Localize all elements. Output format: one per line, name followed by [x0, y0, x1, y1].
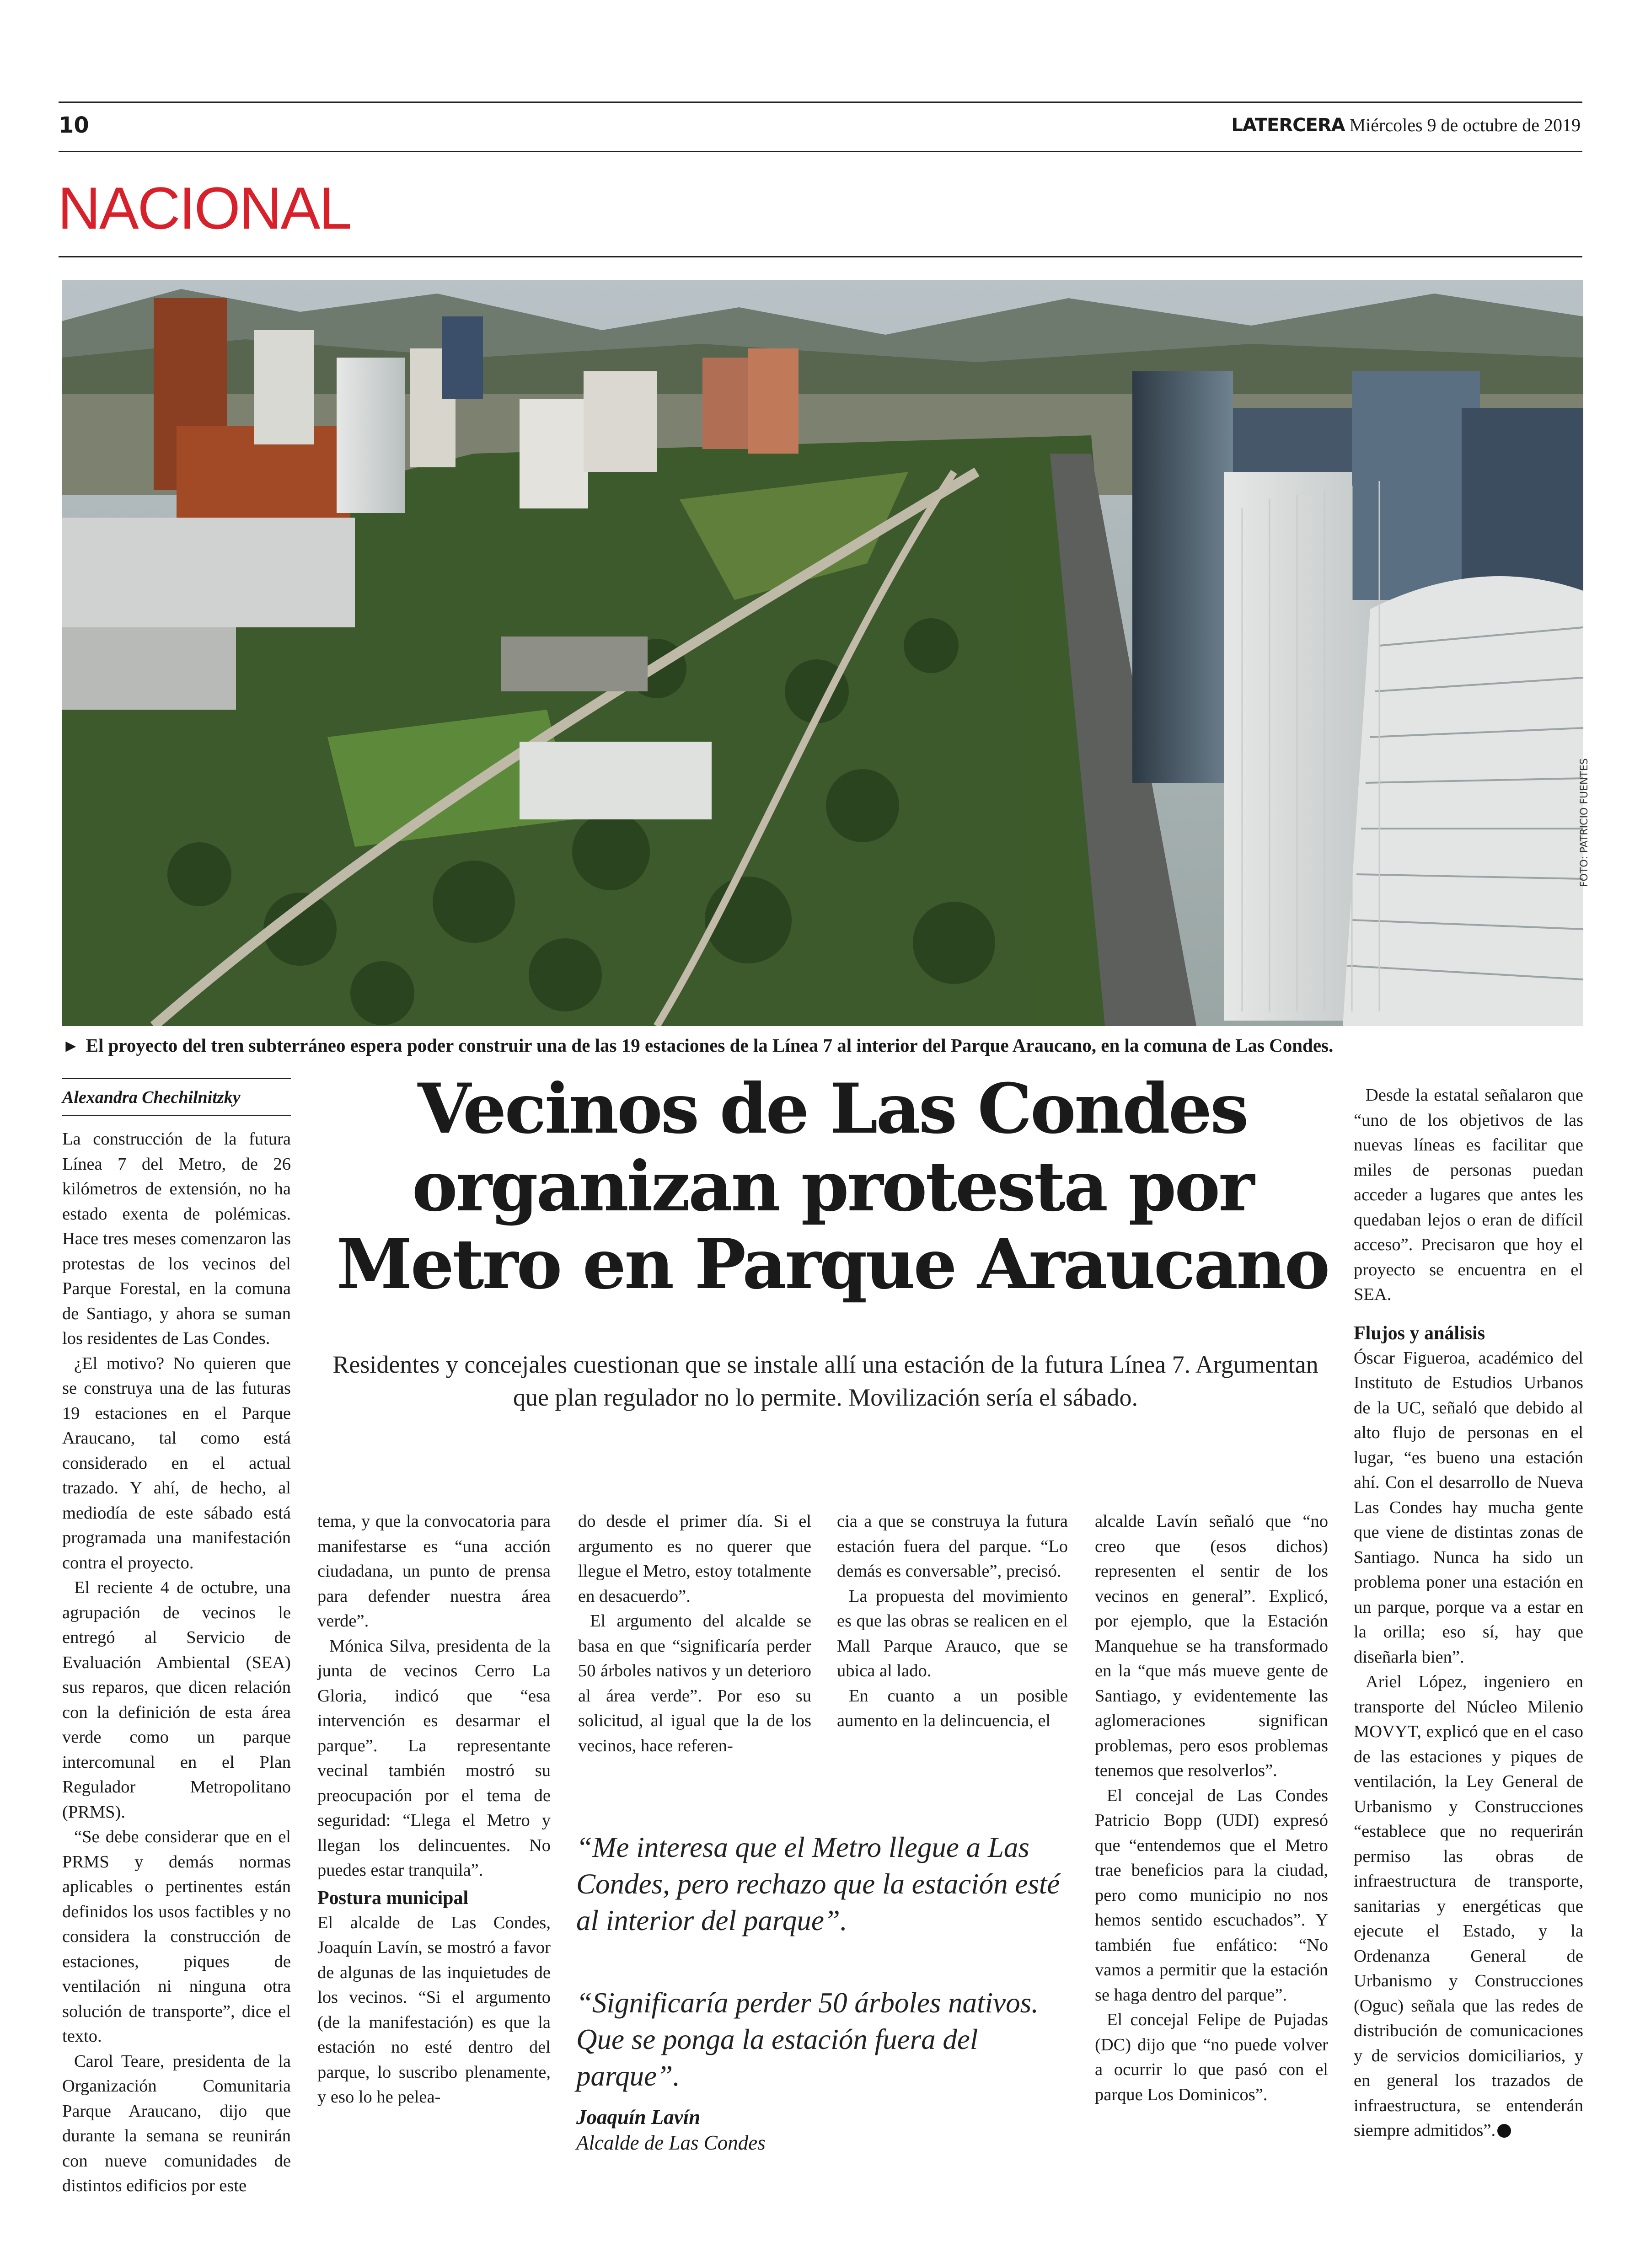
photo-caption: [62, 1034, 1333, 1056]
headline-line: Vecinos de Las Condes: [418, 1069, 1247, 1149]
quote-attribution: [576, 2104, 1075, 2156]
paragraph: Mónica Silva, presidenta de la junta de vecinos Cerro La Gloria, indicó que “esa intervención es desarmar el parque”. La representante vecinal también mostró su preocupación por el tema de seguridad: “Llega el Metro y llegan los delincuentes. No puedes estar tranquila”.: [317, 1636, 551, 1880]
paragraph: El alcalde de Las Condes, Joaquín Lavín, se mostró a favor de algunas de las inquietudes de los vecinos. “Si el argumento (de la manifestación) es que la estación no esté dentro del parque, lo suscribo plenamente, y eso lo he pelea-: [317, 1913, 551, 2107]
section-title: NACIONAL: [58, 175, 351, 241]
byline: Alexandra Chechilnitzky: [62, 1088, 241, 1107]
photo-illustration: [62, 280, 1583, 1026]
issue-date: Miércoles 9 de octubre de 2019: [1349, 115, 1581, 135]
column-3: [578, 1509, 811, 1758]
paragraph: ¿El motivo? No quieren que se construya una de las futuras 19 estaciones en el Parque Araucano, tal como está considerado en el actual trazado. Y ahí, de hecho, al mediodía de este sábado está programada una manifestación contra el proyecto.: [62, 1353, 291, 1573]
paragraph: alcalde Lavín señaló que “no creo que (esos dichos) representen el sentir de los vecinos en general”. Explicó, por ejemplo, que la Estación Manquehue se ha transformado en la “que más mueve gente de Santiago, y evidentemente las aglomeraciones significan problemas, pero esos problemas tenemos que resolverlos”.: [1095, 1512, 1328, 1780]
caption-arrow-icon: ►: [62, 1037, 80, 1056]
paragraph: La propuesta del movimiento es que las obras se realicen en el Mall Parque Arauco, que se ubica al lado.: [837, 1586, 1068, 1680]
paragraph: La construcción de la futura Línea 7 del Metro, de 26 kilómetros de extensión, no ha estado exenta de polémicas. Hace tres meses comenzaron las protestas de los vecinos del Parque Forestal, en la comuna de Santiago, y ahora se suman los residentes de Las Condes.: [62, 1129, 291, 1348]
headline: [311, 1070, 1354, 1303]
pull-quote-2: “Significaría perder 50 árboles nativos. Que se ponga la estación fuera del parque”.: [576, 1987, 1039, 2092]
paragraph: El argumento del alcalde se basa en que “significaría perder 50 árboles nativos y un deterioro al área verde”. Por eso su solicitud, al igual que la de los vecinos, hace referen-: [578, 1611, 811, 1755]
quote-author-title: Alcalde de Las Condes: [576, 2131, 766, 2154]
column-2: [317, 1509, 551, 2110]
subhead-postura-municipal: Postura municipal: [317, 1887, 469, 1909]
masthead: [1231, 114, 1581, 136]
column-6: [1354, 1083, 1583, 2143]
column-1: [62, 1127, 291, 2198]
subhead-flujos-y-analisis: Flujos y análisis: [1354, 1322, 1485, 1344]
header-rule: [59, 151, 1582, 152]
end-of-article-icon: [1497, 2124, 1511, 2138]
paragraph-text: Ariel López, ingeniero en transporte del Núcleo Milenio MOVYT, explicó que en el caso de las estaciones y piques de ventilación, la Ley General de Urbanismo y Construcciones “establece que no requerirán permiso las obras de infraestructura de transporte, sanitarias y energéticas que ejecute el Estado, y la Ordenanza General de Urbanismo y Construcciones (Oguc) señala que las redes de distribución de comunicaciones y de servicios domiciliarios, y en general los trazados de infraestructura, se entenderán siempre admitidos”.: [1354, 1672, 1583, 2140]
column-5: [1095, 1509, 1328, 2107]
paragraph: El concejal de Las Condes Patricio Bopp (UDI) expresó que “entendemos que el Metro trae beneficios para la ciudad, pero como municipio no nos hemos sentido escuchados”. Y también fue enfático: “No vamos a permitir que la estación se haga dentro del parque”.: [1095, 1786, 1328, 2005]
paragraph: cia a que se construya la futura estación fuera del parque. “Lo demás es conversable”, precisó.: [837, 1512, 1068, 1581]
paragraph: [1354, 1669, 1583, 2143]
paragraph: Desde la estatal señalaron que “uno de los objetivos de las nuevas líneas es facilitar que miles de personas puedan acceder a lugares que antes les quedaban lejos o eran de difícil acceso”. Precisaron que hoy el proyecto se encuentra en el SEA.: [1354, 1086, 1583, 1304]
section-rule: [59, 256, 1582, 257]
column-4: [837, 1509, 1068, 1733]
byline-rule-top: [62, 1078, 291, 1079]
photo-credit: FOTO: PATRICIO FUENTES: [1579, 758, 1590, 887]
paragraph: En cuanto a un posible aumento en la delincuencia, el: [837, 1686, 1068, 1730]
paragraph: El concejal Felipe de Pujadas (DC) dijo que “no puede volver a ocurrir lo que pasó con el parque Los Dominicos”.: [1095, 2010, 1328, 2104]
paragraph: tema, y que la convocatoria para manifestarse es “una acción ciudadana, un punto de prensa para defender nuestra área verde”.: [317, 1512, 551, 1631]
page-number: 10: [59, 112, 89, 138]
caption-text: El proyecto del tren subterráneo espera poder construir una de las 19 estaciones de la Línea 7 al interior del Parque Araucano, en la comuna de Las Condes.: [86, 1035, 1334, 1056]
headline-line: organizan protesta por: [412, 1146, 1253, 1227]
paragraph: Óscar Figueroa, académico del Instituto de Estudios Urbanos de la UC, señaló que debido al alto flujo de personas en el lugar, “es bueno una estación ahí. Con el desarrollo de Nueva Las Condes hay mucha gente que viene de distintas zonas de Santiago. Nunca ha sido un problema poner una estación en un parque, porque va a estar en la orilla; eso sí, hay que diseñarla bien”.: [1354, 1348, 1583, 1667]
deck: Residentes y concejales cuestionan que se instale allí una estación de la futura Línea 7. Argumentan que plan regulador no lo permite. Movilización sería el sábado.: [332, 1351, 1318, 1411]
quote-author: Joaquín Lavín: [576, 2106, 701, 2129]
publication-name: LATERCERA: [1231, 115, 1345, 136]
paragraph: “Se debe considerar que en el PRMS y demás normas aplicables o pertinentes están definidos los usos factibles y no considera la construcción de estaciones, piques de ventilación ni ninguna otra solución de transporte”, dice el texto.: [62, 1827, 291, 2046]
paragraph: Carol Teare, presidenta de la Organización Comunitaria Parque Araucano, dijo que durante la semana se reunirán con nueve comunidades de distintos edificios por este: [62, 2051, 291, 2195]
top-rule: [59, 102, 1582, 103]
byline-rule-bottom: [62, 1115, 291, 1116]
pull-quote-1: “Me interesa que el Metro llegue a Las Condes, pero rechazo que la estación esté al interior del parque”.: [576, 1831, 1060, 1936]
paragraph: El reciente 4 de octubre, una agrupación de vecinos le entregó al Servicio de Evaluación Ambiental (SEA) sus reparos, que dicen relación con la definición de esta área verde como un parque intercomunal en el Plan Regulador Metropolitano (PRMS).: [62, 1578, 291, 1822]
park-aerial-photo: [62, 280, 1583, 1026]
headline-line: Metro en Parque Araucano: [336, 1224, 1329, 1305]
paragraph: do desde el primer día. Si el argumento es no querer que llegue el Metro, estoy totalmente en desacuerdo”.: [578, 1512, 811, 1606]
